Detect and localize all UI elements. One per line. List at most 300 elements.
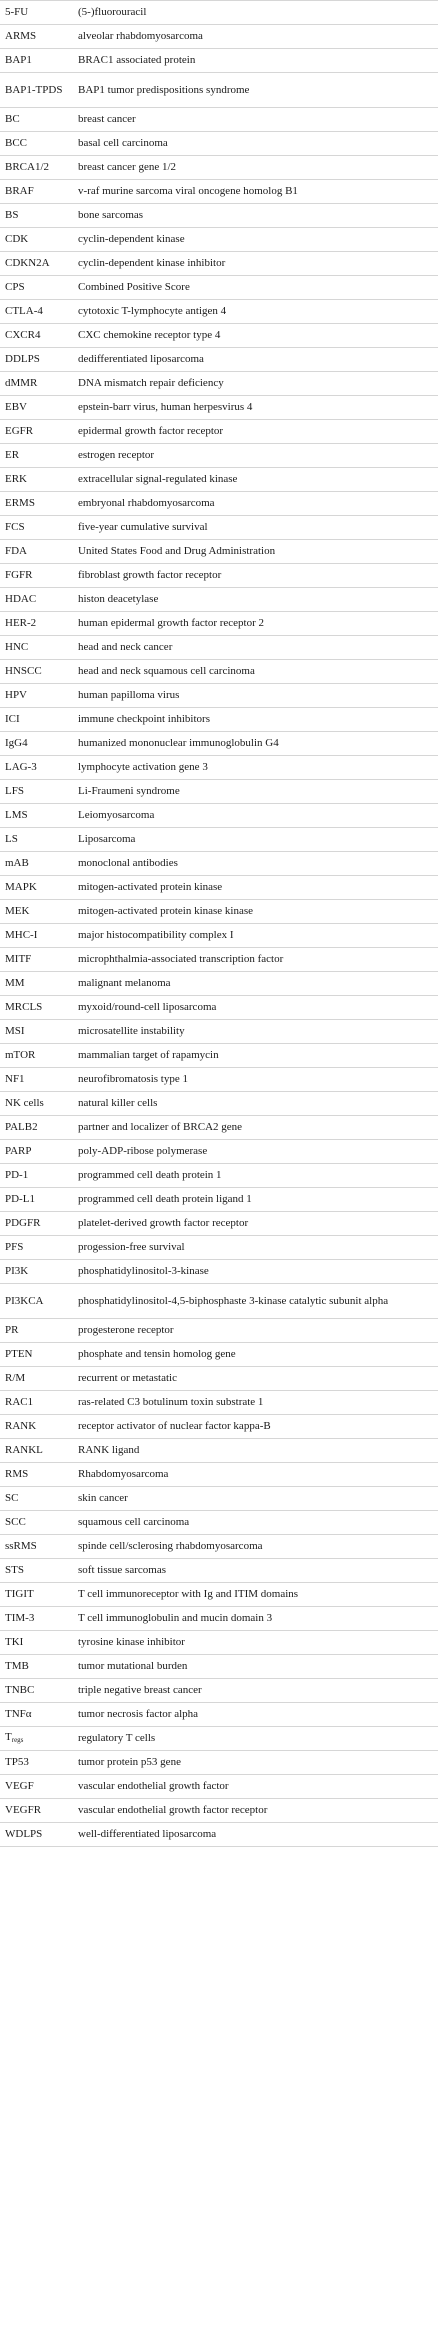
abbreviation-text: MHC-I (5, 929, 38, 941)
abbreviation-text: RANK (5, 1420, 37, 1432)
definition-cell: histon deacetylase (72, 588, 438, 612)
abbreviation-text: dMMR (5, 377, 38, 389)
definition-cell: tumor protein p53 gene (72, 1751, 438, 1775)
table-row (0, 1319, 438, 1343)
abbreviation-text: RAC1 (5, 1396, 34, 1408)
abbreviation-text: FDA (5, 545, 28, 557)
abbreviation-text: PI3KCA (5, 1294, 44, 1307)
definition-cell: partner and localizer of BRCA2 gene (72, 1116, 438, 1140)
abbreviation-cell (0, 876, 72, 900)
abbreviation-text: BRCA1/2 (5, 161, 50, 173)
table-row (0, 1799, 438, 1823)
definition-cell: ras-related C3 botulinum toxin substrate 1 (72, 1391, 438, 1415)
abbreviation-text: PALB2 (5, 1121, 38, 1133)
definition-cell: BAP1 tumor predispositions syndrome (72, 73, 438, 108)
abbreviation-text: BS (5, 209, 19, 221)
table-row (0, 492, 438, 516)
abbreviation-cell (0, 300, 72, 324)
definition-cell: breast cancer (72, 108, 438, 132)
definition-cell: extracellular signal-regulated kinase (72, 468, 438, 492)
abbreviation-text: IgG4 (5, 737, 28, 749)
abbreviation-text: BAP1 (5, 54, 32, 66)
definition-cell: alveolar rhabdomyosarcoma (72, 25, 438, 49)
abbreviation-text: MAPK (5, 881, 37, 893)
abbreviation-cell (0, 1463, 72, 1487)
abbreviation-cell (0, 1343, 72, 1367)
abbreviation-text: MM (5, 977, 25, 989)
abbreviation-text: RANKL (5, 1444, 43, 1456)
abbreviation-cell (0, 372, 72, 396)
definition-cell: Rhabdomyosarcoma (72, 1463, 438, 1487)
table-row (0, 684, 438, 708)
table-row (0, 372, 438, 396)
table-row (0, 900, 438, 924)
abbreviation-text: FGFR (5, 569, 33, 581)
definition-cell: vascular endothelial growth factor receptor (72, 1799, 438, 1823)
definition-cell: dedifferentiated liposarcoma (72, 348, 438, 372)
abbreviation-text: STS (5, 1564, 24, 1576)
abbreviation-cell (0, 132, 72, 156)
definition-cell: human epidermal growth factor receptor 2 (72, 612, 438, 636)
abbreviation-cell (0, 1068, 72, 1092)
abbreviation-cell (0, 492, 72, 516)
abbreviation-cell (0, 1, 72, 25)
table-row (0, 1260, 438, 1284)
abbreviation-cell (0, 612, 72, 636)
definition-cell: Leiomyosarcoma (72, 804, 438, 828)
abbreviation-cell (0, 1415, 72, 1439)
definition-cell: poly-ADP-ribose polymerase (72, 1140, 438, 1164)
abbreviation-cell (0, 804, 72, 828)
abbreviation-text: MEK (5, 905, 30, 917)
abbreviation-cell (0, 468, 72, 492)
table-row (0, 1140, 438, 1164)
table-row (0, 420, 438, 444)
abbreviation-cell (0, 1044, 72, 1068)
abbreviation-text: PTEN (5, 1348, 33, 1360)
definition-cell: spinde cell/sclerosing rhabdomyosarcoma (72, 1535, 438, 1559)
table-row (0, 1164, 438, 1188)
table-row (0, 1439, 438, 1463)
table-row (0, 924, 438, 948)
table-row (0, 1044, 438, 1068)
abbreviation-text: SCC (5, 1516, 26, 1528)
table-row (0, 1343, 438, 1367)
abbreviation-text: HNC (5, 641, 29, 653)
definition-cell: microsatellite instability (72, 1020, 438, 1044)
abbreviation-cell (0, 73, 72, 108)
definition-cell: Combined Positive Score (72, 276, 438, 300)
definition-cell: (5-)fluorouracil (72, 1, 438, 25)
definition-cell: phosphatidylinositol-3-kinase (72, 1260, 438, 1284)
abbreviation-cell (0, 276, 72, 300)
abbreviation-cell (0, 1799, 72, 1823)
abbreviation-text: HNSCC (5, 665, 42, 677)
table-row (0, 852, 438, 876)
abbreviation-text: MRCLS (5, 1001, 43, 1013)
abbreviation-cell (0, 708, 72, 732)
abbreviation-cell (0, 732, 72, 756)
table-row (0, 73, 438, 108)
definition-cell: phosphatidylinositol-4,5-biphosphaste 3-kinase catalytic subunit alpha (72, 1284, 438, 1319)
definition-cell: Liposarcoma (72, 828, 438, 852)
abbreviation-text: ARMS (5, 30, 37, 42)
abbreviation-cell (0, 1391, 72, 1415)
abbreviation-cell (0, 972, 72, 996)
table-row (0, 1631, 438, 1655)
table-row (0, 1284, 438, 1319)
definition-cell: tumor necrosis factor alpha (72, 1703, 438, 1727)
abbreviation-text: mAB (5, 857, 29, 869)
definition-cell: humanized mononuclear immunoglobulin G4 (72, 732, 438, 756)
table-row (0, 1535, 438, 1559)
abbreviation-text: PARP (5, 1145, 32, 1157)
definition-cell: cyclin-dependent kinase (72, 228, 438, 252)
abbreviation-cell (0, 1164, 72, 1188)
abbreviation-text: RMS (5, 1468, 29, 1480)
abbreviation-text: ssRMS (5, 1540, 37, 1552)
table-row (0, 228, 438, 252)
table-row (0, 732, 438, 756)
abbreviation-text: LAG-3 (5, 761, 37, 773)
abbreviation-cell (0, 348, 72, 372)
abbreviation-cell (0, 180, 72, 204)
abbreviation-text: NF1 (5, 1073, 25, 1085)
abbreviation-cell (0, 1487, 72, 1511)
table-row (0, 1703, 438, 1727)
abbreviation-text: MITF (5, 953, 32, 965)
abbreviation-cell (0, 228, 72, 252)
table-row (0, 1727, 438, 1751)
definition-cell: natural killer cells (72, 1092, 438, 1116)
definition-cell: platelet-derived growth factor receptor (72, 1212, 438, 1236)
abbreviation-cell (0, 1284, 72, 1319)
abbreviation-text: EBV (5, 401, 27, 413)
definition-cell: immune checkpoint inhibitors (72, 708, 438, 732)
abbreviation-cell (0, 1188, 72, 1212)
abbreviation-cell (0, 924, 72, 948)
table-row (0, 780, 438, 804)
definition-cell: head and neck squamous cell carcinoma (72, 660, 438, 684)
table-row (0, 756, 438, 780)
definition-cell: skin cancer (72, 1487, 438, 1511)
table-row (0, 540, 438, 564)
abbreviation-cell (0, 1607, 72, 1631)
definition-cell: v-raf murine sarcoma viral oncogene homolog B1 (72, 180, 438, 204)
definition-cell: head and neck cancer (72, 636, 438, 660)
abbreviation-text: MSI (5, 1025, 25, 1037)
table-row (0, 444, 438, 468)
abbreviation-cell (0, 1679, 72, 1703)
abbreviation-cell (0, 1823, 72, 1847)
definition-cell: T cell immunoglobulin and mucin domain 3 (72, 1607, 438, 1631)
table-row (0, 1391, 438, 1415)
abbreviation-text: TP53 (5, 1756, 29, 1768)
definition-cell: progession-free survival (72, 1236, 438, 1260)
abbreviation-cell (0, 516, 72, 540)
definition-cell: mitogen-activated protein kinase (72, 876, 438, 900)
table-row (0, 1236, 438, 1260)
abbreviation-text: EGFR (5, 425, 34, 437)
table-row (0, 1607, 438, 1631)
abbreviation-cell (0, 1511, 72, 1535)
abbreviation-cell (0, 756, 72, 780)
abbreviation-cell (0, 900, 72, 924)
abbreviation-cell (0, 444, 72, 468)
abbreviation-cell (0, 684, 72, 708)
abbreviation-text: TNBC (5, 1684, 35, 1696)
definition-cell: CXC chemokine receptor type 4 (72, 324, 438, 348)
table-row (0, 1, 438, 25)
abbreviation-text: PD-1 (5, 1169, 29, 1181)
abbreviation-text: BAP1-TPDS (5, 83, 63, 96)
abbreviation-text: CXCR4 (5, 329, 41, 341)
table-row (0, 1511, 438, 1535)
table-row (0, 396, 438, 420)
definition-cell: recurrent or metastatic (72, 1367, 438, 1391)
table-row (0, 804, 438, 828)
table-row (0, 324, 438, 348)
abbreviation-cell (0, 660, 72, 684)
abbreviation-cell (0, 1631, 72, 1655)
abbreviation-text: BRAF (5, 185, 34, 197)
definition-cell: tumor mutational burden (72, 1655, 438, 1679)
abbreviation-text: BCC (5, 137, 28, 149)
abbreviation-text: ERK (5, 473, 27, 485)
definition-cell: neurofibromatosis type 1 (72, 1068, 438, 1092)
abbreviation-subscript: regs (11, 1735, 24, 1744)
table-row (0, 1415, 438, 1439)
abbreviation-cell (0, 1559, 72, 1583)
table-row (0, 1092, 438, 1116)
abbreviation-text: NK cells (5, 1097, 44, 1109)
abbreviation-text: PDGFR (5, 1217, 41, 1229)
abbreviation-cell (0, 828, 72, 852)
abbreviation-text: FCS (5, 521, 25, 533)
abbreviation-text: LMS (5, 809, 28, 821)
definition-cell: programmed cell death protein ligand 1 (72, 1188, 438, 1212)
abbreviation-text: LFS (5, 785, 24, 797)
abbreviation-cell (0, 588, 72, 612)
abbreviation-text: T (5, 1730, 12, 1743)
definition-cell: epidermal growth factor receptor (72, 420, 438, 444)
table-row (0, 612, 438, 636)
abbreviation-text: WDLPS (5, 1828, 43, 1840)
definition-cell: progesterone receptor (72, 1319, 438, 1343)
abbreviation-cell (0, 1439, 72, 1463)
table-row (0, 1751, 438, 1775)
abbreviation-cell (0, 25, 72, 49)
abbreviation-cell (0, 1116, 72, 1140)
abbreviations-table-body (0, 1, 438, 1847)
abbreviation-text: TMB (5, 1660, 29, 1672)
abbreviation-cell (0, 1727, 72, 1751)
table-row (0, 132, 438, 156)
table-row (0, 1487, 438, 1511)
definition-cell: vascular endothelial growth factor (72, 1775, 438, 1799)
abbreviation-cell (0, 49, 72, 73)
table-row (0, 948, 438, 972)
abbreviation-cell (0, 156, 72, 180)
abbreviation-cell (0, 636, 72, 660)
definition-cell: soft tissue sarcomas (72, 1559, 438, 1583)
abbreviation-cell (0, 108, 72, 132)
definition-cell: basal cell carcinoma (72, 132, 438, 156)
abbreviation-text: PR (5, 1324, 19, 1336)
abbreviation-text: mTOR (5, 1049, 36, 1061)
definition-cell: BRAC1 associated protein (72, 49, 438, 73)
definition-cell: bone sarcomas (72, 204, 438, 228)
table-row (0, 204, 438, 228)
definition-cell: DNA mismatch repair deficiency (72, 372, 438, 396)
abbreviation-cell (0, 1583, 72, 1607)
definition-cell: receptor activator of nuclear factor kappa-B (72, 1415, 438, 1439)
table-row (0, 1679, 438, 1703)
table-row (0, 1367, 438, 1391)
abbreviation-text: HPV (5, 689, 28, 701)
table-row (0, 1559, 438, 1583)
abbreviation-cell (0, 204, 72, 228)
abbreviation-text: PD-L1 (5, 1193, 35, 1205)
abbreviation-text: PI3K (5, 1265, 29, 1277)
abbreviation-text: TKI (5, 1636, 24, 1648)
abbreviation-cell (0, 1319, 72, 1343)
table-row (0, 468, 438, 492)
abbreviation-cell (0, 1367, 72, 1391)
abbreviation-cell (0, 1140, 72, 1164)
abbreviation-text: LS (5, 833, 18, 845)
table-row (0, 1823, 438, 1847)
abbreviation-cell (0, 1535, 72, 1559)
abbreviation-cell (0, 1236, 72, 1260)
abbreviation-cell (0, 252, 72, 276)
abbreviation-cell (0, 396, 72, 420)
abbreviation-cell (0, 1655, 72, 1679)
abbreviation-text: TNFα (5, 1708, 32, 1720)
abbreviation-cell (0, 420, 72, 444)
abbreviation-text: CDKN2A (5, 257, 50, 269)
abbreviation-cell (0, 1775, 72, 1799)
abbreviation-text: 5-FU (5, 6, 29, 18)
abbreviation-cell (0, 1212, 72, 1236)
abbreviation-text: VEGF (5, 1780, 34, 1792)
abbreviation-text: SC (5, 1492, 19, 1504)
table-row (0, 348, 438, 372)
table-row (0, 1212, 438, 1236)
abbreviation-cell (0, 996, 72, 1020)
definition-cell: fibroblast growth factor receptor (72, 564, 438, 588)
definition-cell: cyclin-dependent kinase inhibitor (72, 252, 438, 276)
definition-cell: myxoid/round-cell liposarcoma (72, 996, 438, 1020)
definition-cell: malignant melanoma (72, 972, 438, 996)
table-row (0, 108, 438, 132)
table-row (0, 1583, 438, 1607)
abbreviation-text: TIGIT (5, 1588, 34, 1600)
abbreviation-text: ERMS (5, 497, 35, 509)
definition-cell: monoclonal antibodies (72, 852, 438, 876)
definition-cell: programmed cell death protein 1 (72, 1164, 438, 1188)
table-row (0, 564, 438, 588)
table-row (0, 588, 438, 612)
definition-cell: epstein-barr virus, human herpesvirus 4 (72, 396, 438, 420)
definition-cell: cytotoxic T-lymphocyte antigen 4 (72, 300, 438, 324)
abbreviation-cell (0, 564, 72, 588)
definition-cell: Li-Fraumeni syndrome (72, 780, 438, 804)
table-row (0, 1020, 438, 1044)
table-row (0, 300, 438, 324)
definition-cell: triple negative breast cancer (72, 1679, 438, 1703)
abbreviation-cell (0, 852, 72, 876)
table-row (0, 996, 438, 1020)
definition-cell: T cell immunoreceptor with Ig and ITIM domains (72, 1583, 438, 1607)
abbreviation-text: VEGFR (5, 1804, 42, 1816)
definition-cell: five-year cumulative survival (72, 516, 438, 540)
abbreviation-text: CTLA-4 (5, 305, 43, 317)
table-row (0, 1463, 438, 1487)
table-row (0, 1116, 438, 1140)
abbreviation-cell (0, 1703, 72, 1727)
abbreviation-text: HER-2 (5, 617, 37, 629)
table-row (0, 828, 438, 852)
abbreviation-cell (0, 324, 72, 348)
table-row (0, 1068, 438, 1092)
abbreviation-text: ICI (5, 713, 20, 725)
table-row (0, 49, 438, 73)
definition-cell: mammalian target of rapamycin (72, 1044, 438, 1068)
abbreviation-cell (0, 1020, 72, 1044)
definition-cell: well-differentiated liposarcoma (72, 1823, 438, 1847)
definition-cell: mitogen-activated protein kinase kinase (72, 900, 438, 924)
abbreviation-text: DDLPS (5, 353, 40, 365)
abbreviation-text: PFS (5, 1241, 24, 1253)
table-row (0, 25, 438, 49)
table-row (0, 276, 438, 300)
definition-cell: squamous cell carcinoma (72, 1511, 438, 1535)
definition-cell: regulatory T cells (72, 1727, 438, 1751)
definition-cell: RANK ligand (72, 1439, 438, 1463)
abbreviation-cell (0, 1751, 72, 1775)
definition-cell: human papilloma virus (72, 684, 438, 708)
definition-cell: tyrosine kinase inhibitor (72, 1631, 438, 1655)
abbreviation-text: TIM-3 (5, 1612, 35, 1624)
table-row (0, 972, 438, 996)
table-row (0, 1775, 438, 1799)
definition-cell: phosphate and tensin homolog gene (72, 1343, 438, 1367)
abbreviation-text: CDK (5, 233, 29, 245)
abbreviation-text: R/M (5, 1372, 26, 1384)
abbreviation-text: BC (5, 113, 20, 125)
table-row (0, 156, 438, 180)
abbreviation-cell (0, 540, 72, 564)
definition-cell: United States Food and Drug Administration (72, 540, 438, 564)
table-row (0, 1188, 438, 1212)
abbreviation-cell (0, 1092, 72, 1116)
table-row (0, 1655, 438, 1679)
table-row (0, 516, 438, 540)
abbreviation-cell (0, 948, 72, 972)
table-row (0, 636, 438, 660)
table-row (0, 180, 438, 204)
definition-cell: embryonal rhabdomyosarcoma (72, 492, 438, 516)
table-row (0, 660, 438, 684)
definition-cell: major histocompatibility complex I (72, 924, 438, 948)
abbreviation-text: CPS (5, 281, 25, 293)
definition-cell: estrogen receptor (72, 444, 438, 468)
abbreviation-cell (0, 780, 72, 804)
definition-cell: breast cancer gene 1/2 (72, 156, 438, 180)
abbreviation-text: HDAC (5, 593, 37, 605)
abbreviation-text: ER (5, 449, 20, 461)
